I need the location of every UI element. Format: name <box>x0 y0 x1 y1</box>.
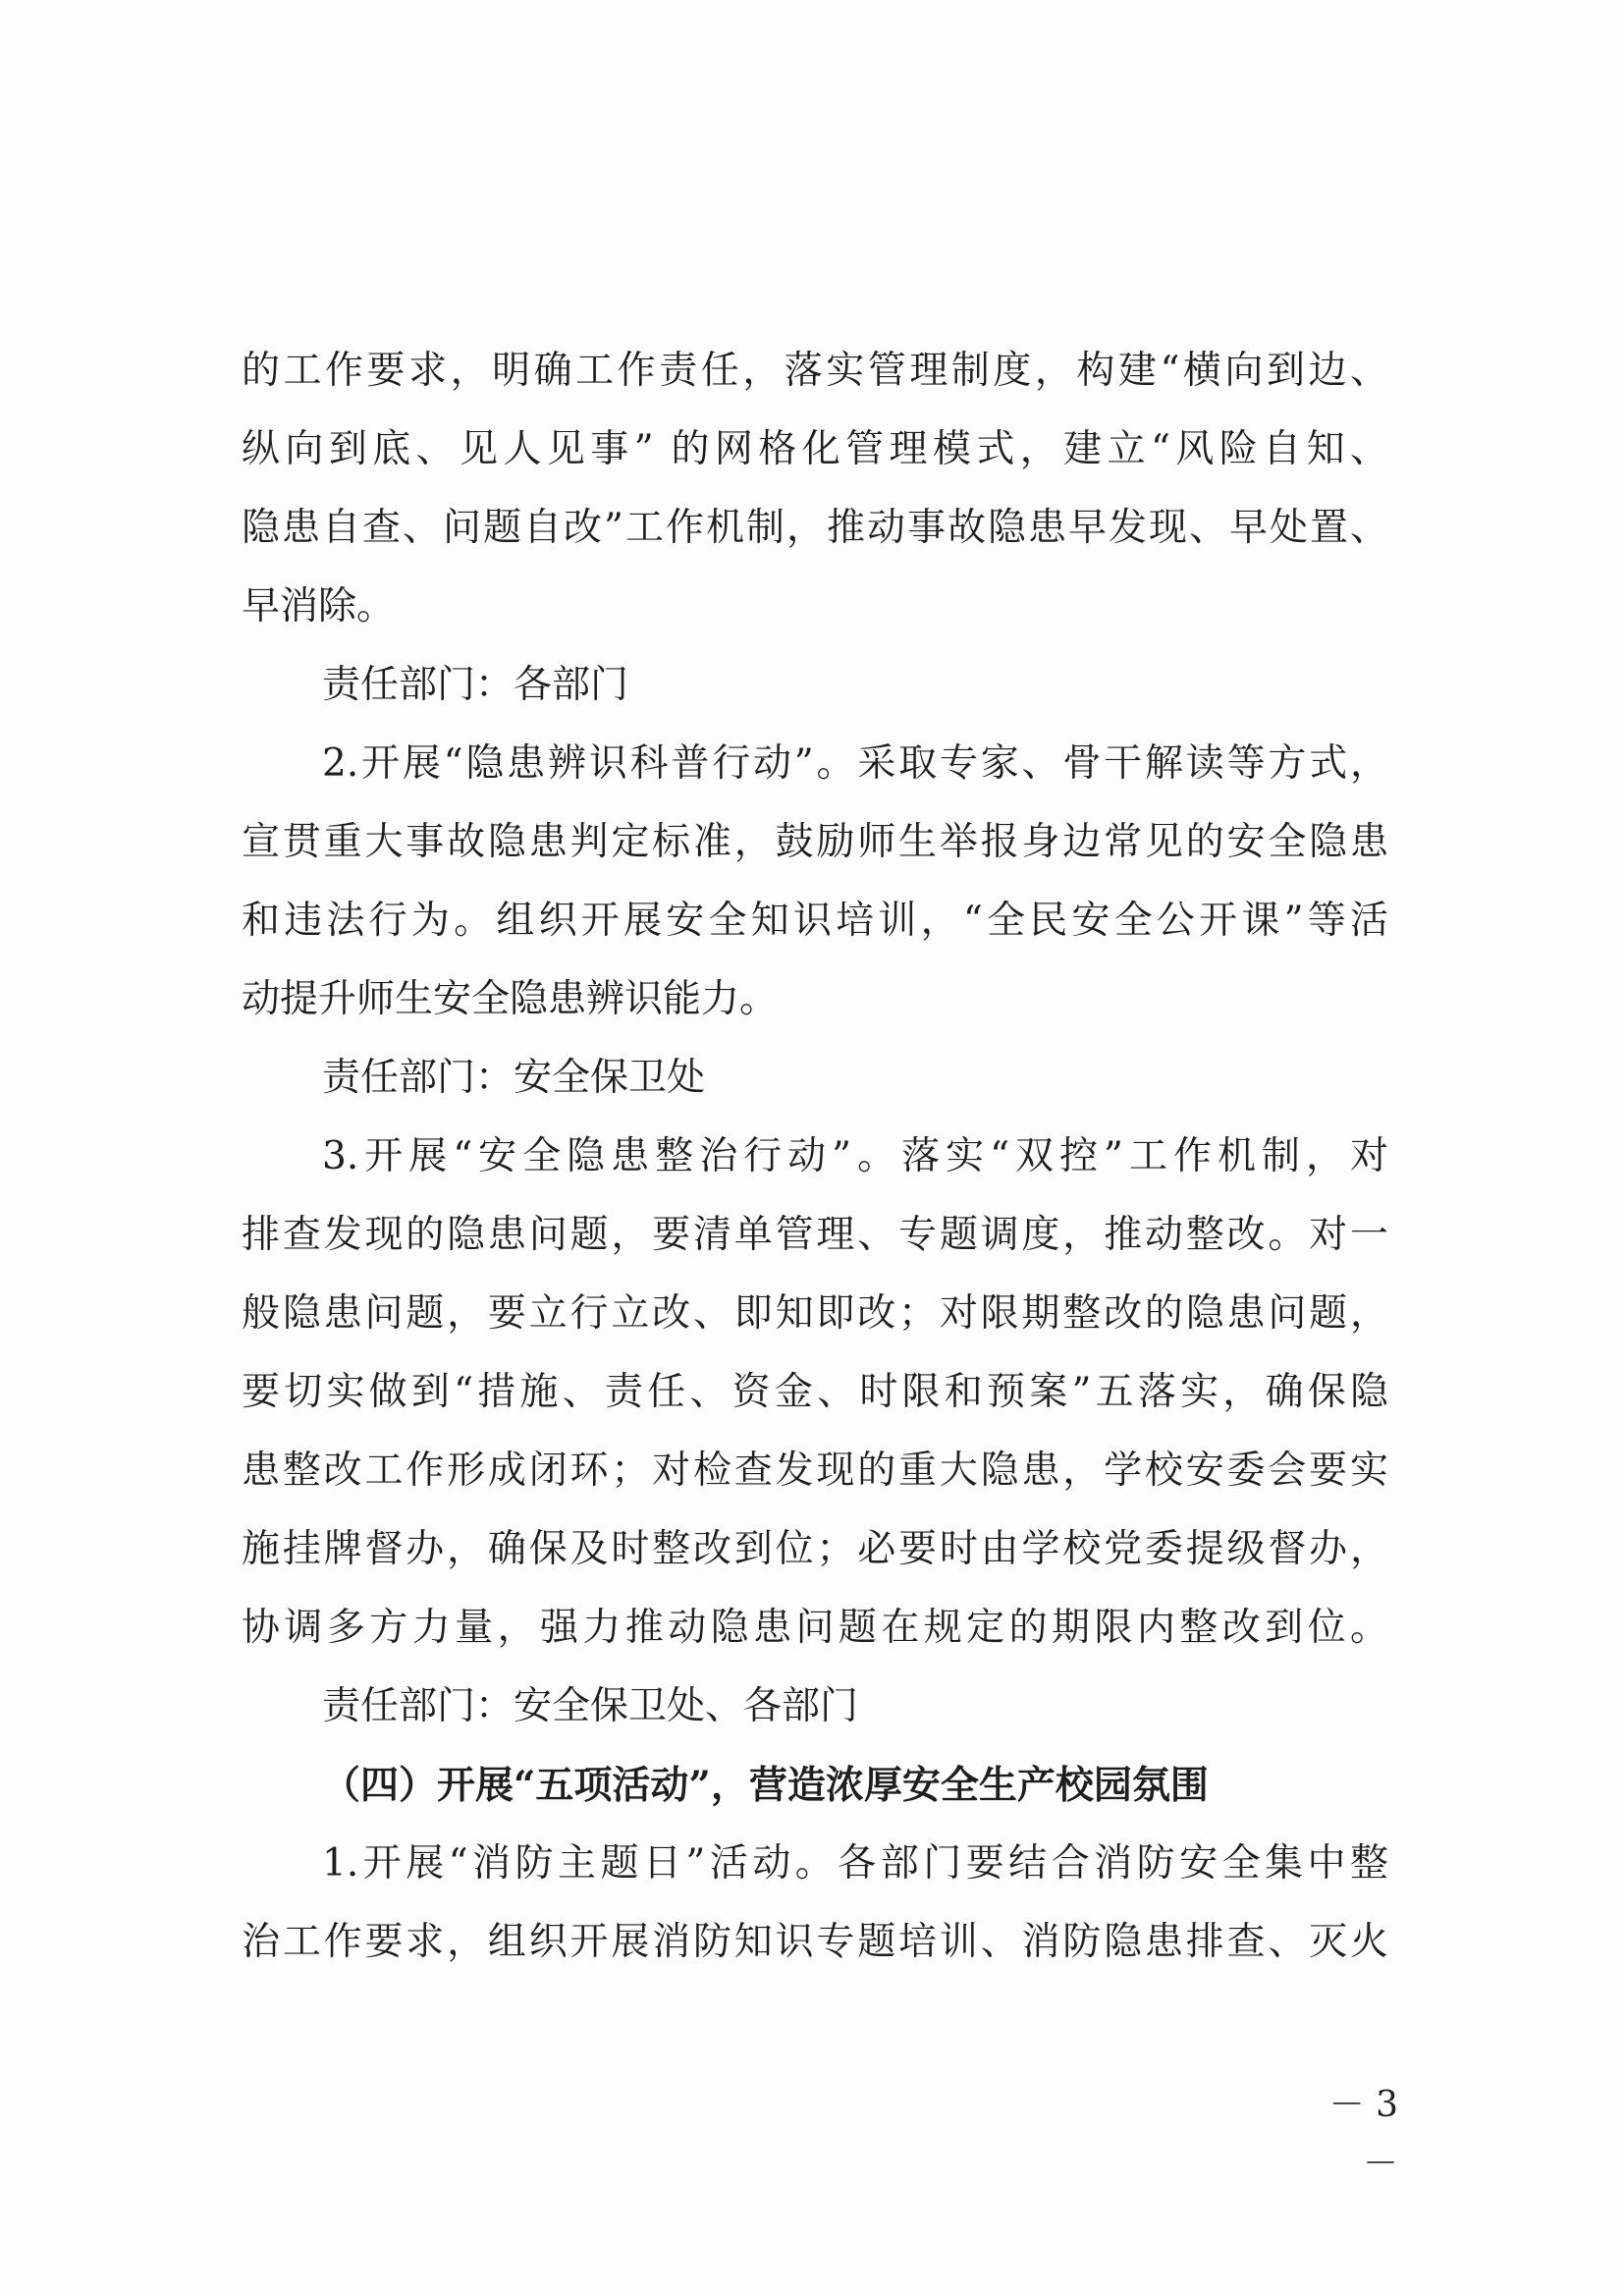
responsible-department-line: 责任部门：安全保卫处、各部门 <box>322 1684 859 1728</box>
body-line: 早消除。 <box>242 584 396 629</box>
body-line: 施挂牌督办，确保及时整改到位；必要时由学校党委提级督办， <box>242 1527 1388 1571</box>
body-line: 要切实做到“措施、责任、资金、时限和预案”五落实，确保隐 <box>242 1370 1388 1414</box>
body-line: 宣贯重大事故隐患判定标准，鼓励师生举报身边常见的安全隐患 <box>242 820 1388 864</box>
body-line: 般隐患问题，要立行立改、即知即改；对限期整改的隐患问题， <box>242 1291 1388 1336</box>
document-body <box>242 332 1388 1982</box>
body-line: 隐患自查、问题自改”工作机制，推动事故隐患早发现、早处置、 <box>242 506 1388 550</box>
body-line: 的工作要求，明确工作责任，落实管理制度，构建“横向到边、 <box>242 349 1388 393</box>
body-line: 和违法行为。组织开展安全知识培训，“全民安全公开课”等活 <box>242 899 1388 943</box>
body-line: 治工作要求，组织开展消防知识专题培训、消防隐患排查、灭火 <box>242 1920 1388 1964</box>
body-line: 排查发现的隐患问题，要清单管理、专题调度，推动整改。对一 <box>242 1213 1388 1257</box>
body-line: 1.开展“消防主题日”活动。各部门要结合消防安全集中整 <box>322 1841 1388 1886</box>
section-heading: （四）开展“五项活动”，营造浓厚安全生产校园氛围 <box>322 1763 1209 1808</box>
body-line: 纵向到底、见人见事” 的网格化管理模式，建立“风险自知、 <box>242 427 1388 471</box>
page-number: － 3 － <box>1328 2085 1398 2184</box>
body-line: 动提升师生安全隐患辨识能力。 <box>242 977 779 1021</box>
responsible-department-line: 责任部门：各部门 <box>322 663 629 707</box>
body-line: 患整改工作形成闭环；对检查发现的重大隐患，学校安委会要实 <box>242 1449 1388 1493</box>
body-line: 协调多方力量，强力推动隐患问题在规定的期限内整改到位。 <box>242 1606 1388 1650</box>
body-line: 2.开展“隐患辨识科普行动”。采取专家、骨干解读等方式， <box>322 741 1388 786</box>
responsible-department-line: 责任部门：安全保卫处 <box>322 1056 706 1100</box>
body-line: 3.开展“安全隐患整治行动”。落实“双控”工作机制，对 <box>322 1134 1388 1178</box>
